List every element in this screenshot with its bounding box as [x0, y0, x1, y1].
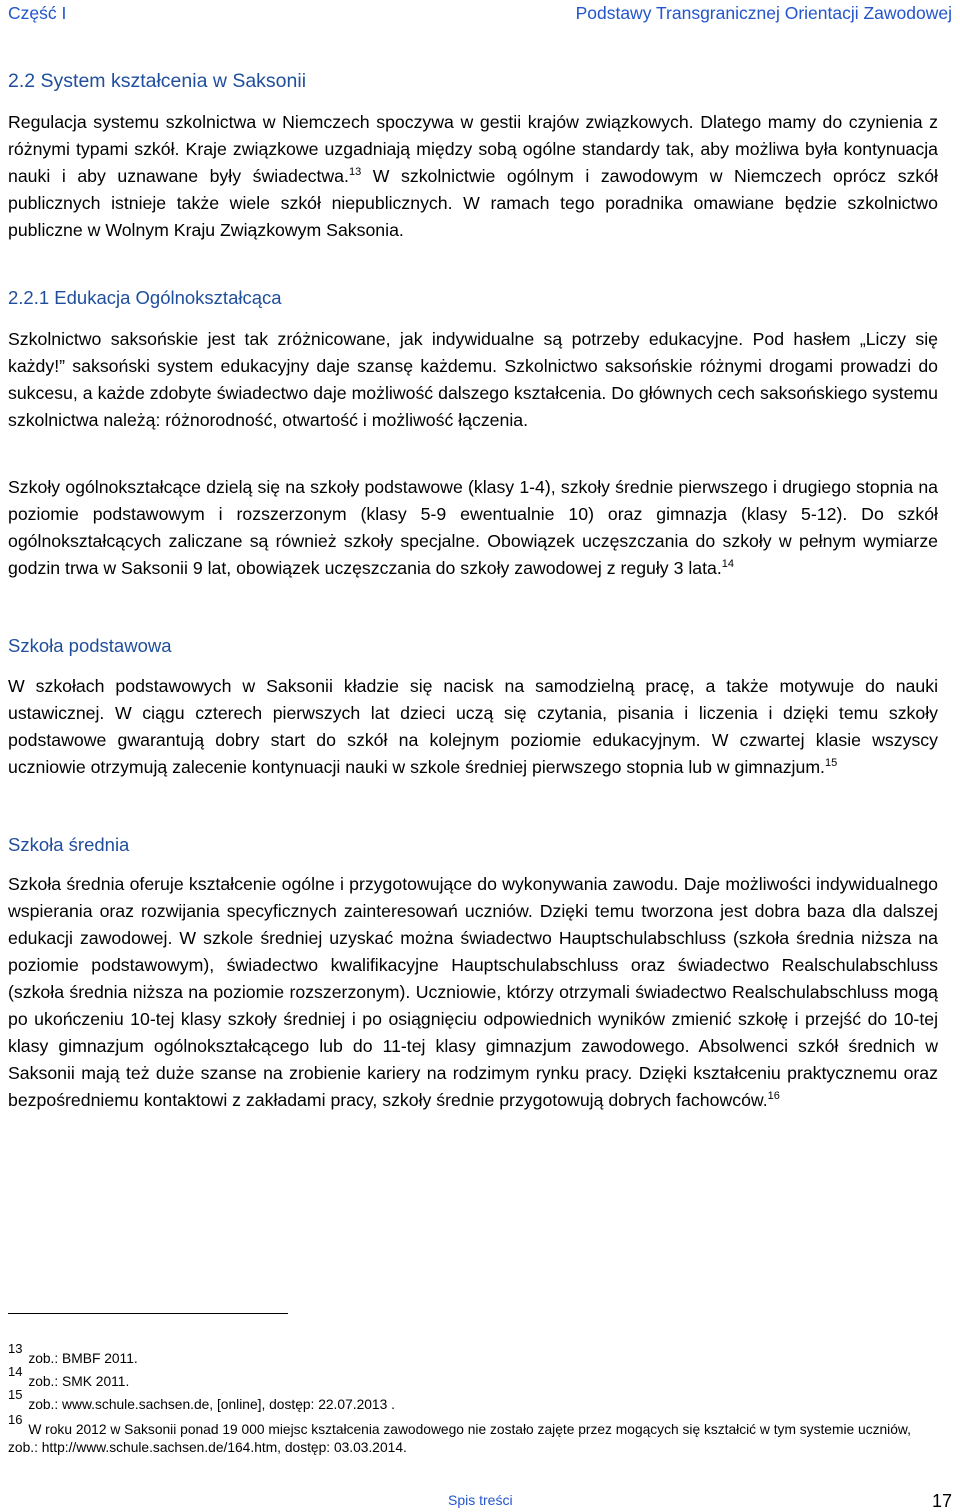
intro-text-b: W szkolnictwie ogólnym i zawodowym w Niemczech oprócz szkół publicznych istnieje także wiele szkół niepublicznych. W ramach tego poradnika omawiane będzie szkolnictwo publiczne w Wolnym Kraju Związkowym Saksonia.: [8, 166, 938, 240]
footnote-separator: [8, 1313, 288, 1314]
general-paragraph-1: Szkolnictwo saksońskie jest tak zróżnicowane, jak indywidualne są potrzeby edukacyjne. Pod hasłem „Liczy się każdy!” saksoński system edukacyjny daje szansę każdemu. Szkolnictwo saksońskie różnymi drogami prowadzi do sukcesu, a każde zdobyte świadectwo daje możliwość dalszego kształcenia. Do głównych cech saksońskiego systemu szkolnictwa należą: różnorodność, otwartość i możliwość łączenia.: [8, 329, 938, 430]
footnote-16: [8, 1412, 938, 1457]
intro-text-a: Regulacja systemu szkolnictwa w Niemczech spoczywa w gestii krajów związkowych. Dlatego mamy do czynienia z różnymi typami szkół. Kraje związkowe uzgadniają między sobą ogólne standardy tak, aby możliwa była kontynuacja nauki i aby uznawane były świadectwa.: [8, 112, 938, 186]
header-book-title: Podstawy Transgranicznej Orientacji Zawodowej: [575, 2, 952, 23]
footnote-13: [8, 1341, 938, 1368]
secondary-school-text: Szkoła średnia oferuje kształcenie ogólne i przygotowujące do wykonywania zawodu. Daje możliwości indywidualnego wspierania oraz rozwijania specyficznych zainteresowań uczniów. Dzięki temu tworzona jest dobra baza dla dalszej edukacji zawodowej. W szkole średniej uzyskać można świadectwo Hauptschulabschluss (szkoła średnia niższa na poziomie podstawowym), świadectwo kwalifikacyjne Hauptschulabschluss oraz świadectwo Realschulabschluss (szkoła średnia niższa na poziomie rozszerzonym). Uczniowie, którzy otrzymali świadectwo Realschulabschluss mogą po ukończeniu 10-tej klasy szkoły średniej i po osiągnięciu odpowiednich wyników zmienić szkołę i przejść do 10-tej klasy gimnazjum ogólnokształcącego lub do 11-tej klasy gimnazjum zawodowego. Absolwenci szkół średnich w Saksonii mają też duże szanse na zrobienie kariery na rodzimym rynku pracy. Dzięki kształceniu praktycznemu oraz bezpośredniemu kontaktowi z zakładami pracy, szkoły średnie przygotowują dobrych fachowców.: [8, 874, 938, 1110]
footnote-number: 13: [8, 1341, 23, 1356]
intro-paragraph: [8, 109, 938, 244]
page-number: 17: [931, 1491, 952, 1511]
footnote-ref-14[interactable]: 14: [721, 558, 735, 571]
footnote-text: zob.: SMK 2011.: [28, 1374, 130, 1389]
primary-school-paragraph: [8, 673, 938, 781]
footnote-number: 15: [8, 1387, 23, 1402]
footnote-number: 14: [8, 1364, 23, 1379]
section-heading: 2.2 System kształcenia w Saksonii: [8, 70, 307, 92]
footnote-ref-16[interactable]: 16: [767, 1090, 780, 1103]
footnote-14: [8, 1364, 938, 1391]
header-part-label: Część I: [8, 2, 67, 23]
secondary-school-paragraph: [8, 871, 938, 1114]
primary-school-text: W szkołach podstawowych w Saksonii kładzie się nacisk na samodzielną pracę, a także motywuje do nauki ustawicznej. W ciągu czterech pierwszych lat dzieci uczą się czytania, pisania i liczenia i dzięki temu szkoły podstawowe gwarantują dobry start do szkół na kolejnym poziomie edukacyjnym. W czwartej klasie wszyscy uczniowie otrzymują zalecenie kontynuacji nauki w szkole średniej pierwszego stopnia lub w gimnazjum.: [8, 676, 938, 777]
footnote-text: zob.: BMBF 2011.: [28, 1351, 138, 1366]
primary-school-heading: Szkoła podstawowa: [8, 635, 172, 656]
subsection-heading: 2.2.1 Edukacja Ogólnokształcąca: [8, 287, 282, 308]
general-paragraph-2: [8, 474, 938, 582]
footnote-ref-15[interactable]: 15: [824, 757, 838, 770]
running-header: [8, 0, 952, 26]
footnote-15: [8, 1387, 938, 1414]
footnote-text: zob.: www.schule.sachsen.de, [online], dostęp: 22.07.2013 .: [28, 1397, 395, 1412]
secondary-school-heading: Szkoła średnia: [8, 834, 130, 855]
general-text-2: Szkoły ogólnokształcące dzielą się na szkoły podstawowe (klasy 1-4), szkoły średnie pierwszego i drugiego stopnia na poziomie podstawowym i rozszerzonym (klasy 5-9 ewentualnie 10) oraz gimnazja (klasy 5-12). Do szkół ogólnokształcących zaliczane są również szkoły specjalne. Obowiązek uczęszczania do szkoły w pełnym wymiarze godzin trwa w Saksonii 9 lat, obowiązek uczęszczania do szkoły zawodowej z reguły 3 lata.: [8, 477, 938, 578]
footnote-number: 16: [8, 1412, 23, 1427]
footnote-text: W roku 2012 w Saksonii ponad 19 000 miejsc kształcenia zawodowego nie zostało zajęte przez mogących się kształcić w tym systemie uczniów, zob.: http://www.schule.sachsen.de/164.htm, dostęp: 03.03.2014.: [8, 1422, 911, 1455]
footnote-ref-13[interactable]: 13: [348, 166, 362, 179]
table-of-contents-link[interactable]: Spis treści: [448, 1492, 513, 1508]
